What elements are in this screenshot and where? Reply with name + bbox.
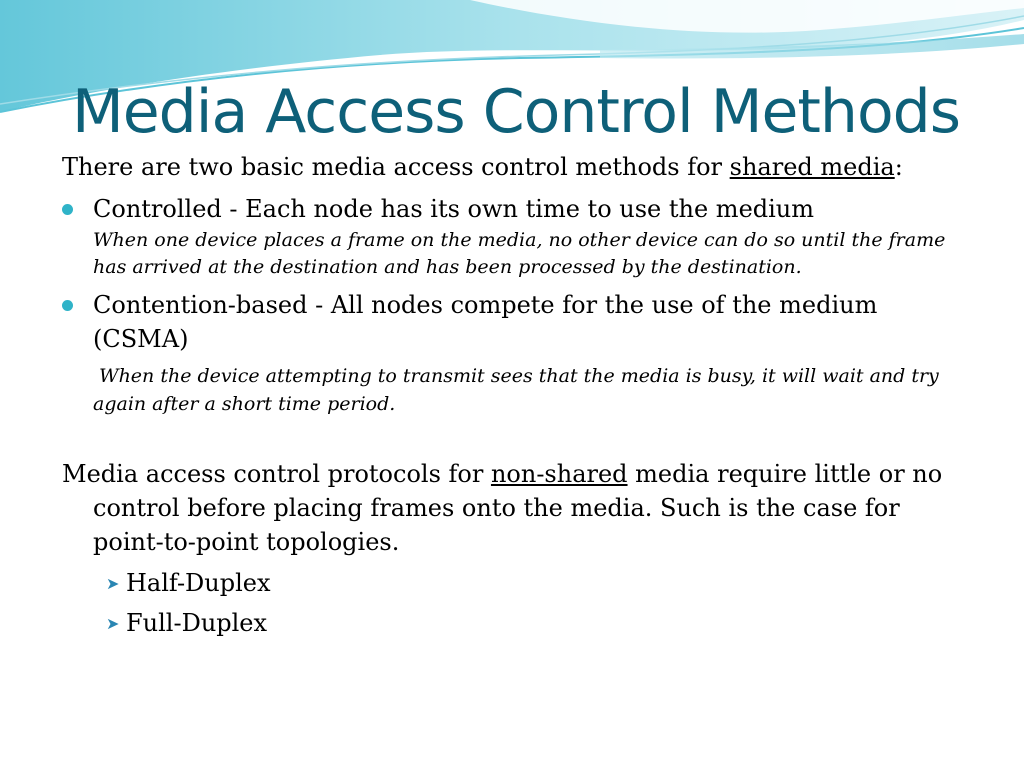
bullet-text: Contention-based - All nodes compete for the use of the medium (93, 291, 878, 319)
intro-text-after: : (894, 153, 903, 181)
bullet-detail-line: has arrived at the destination and has been processed by the destination. (93, 256, 802, 278)
intro-underlined-text: shared media (729, 153, 895, 181)
bullet-detail-line: again after a short time period. (93, 393, 396, 415)
arrow-bullet-icon: ➤ (106, 614, 120, 633)
slide-title: Media Access Control Methods (72, 77, 960, 147)
duplex-item-label: Half-Duplex (126, 569, 271, 597)
protocols-underlined-text: non-shared (490, 460, 628, 488)
protocols-paragraph-line: point-to-point topologies. (93, 528, 400, 556)
bullet-text-continuation: (CSMA) (93, 325, 189, 353)
bullet-detail-line: When the device attempting to transmit sees that the media is busy, it will wait and try (93, 365, 939, 387)
circle-bullet-icon (62, 204, 73, 215)
protocols-paragraph-line (62, 457, 942, 491)
arrow-bullet-icon: ➤ (106, 574, 120, 593)
protocols-text-after: media require little or no (627, 460, 943, 488)
intro-text-before: There are two basic media access control methods for (62, 153, 730, 181)
duplex-item-label: Full-Duplex (126, 609, 268, 637)
intro-paragraph (62, 150, 903, 184)
circle-bullet-icon (62, 300, 73, 311)
protocols-text-before: Media access control protocols for (62, 460, 491, 488)
protocols-paragraph-line: control before placing frames onto the media. Such is the case for (93, 494, 900, 522)
duplex-item-full (106, 606, 267, 641)
bullet-detail-line: When one device places a frame on the media, no other device can do so until the frame (93, 229, 946, 251)
duplex-item-half (106, 566, 271, 601)
bullet-text: Controlled - Each node has its own time to use the medium (93, 195, 815, 223)
